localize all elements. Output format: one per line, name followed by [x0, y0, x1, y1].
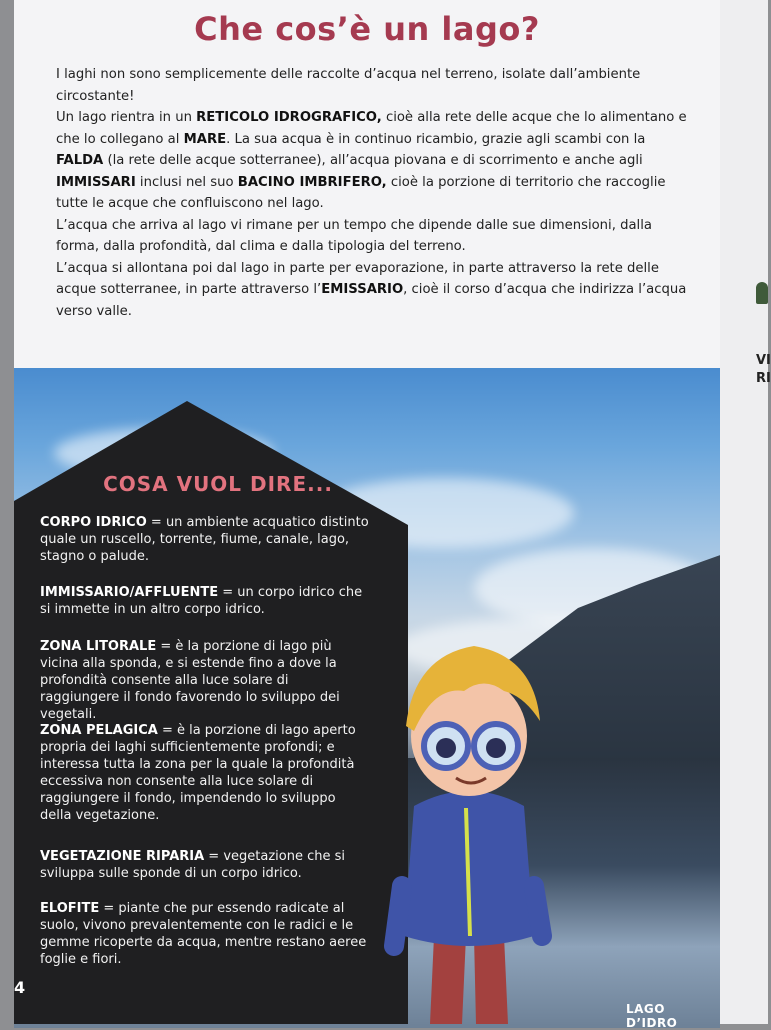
page-number: 4	[14, 978, 26, 997]
adjacent-page-text: VI	[756, 353, 771, 368]
definition-item: CORPO IDRICO = un ambiente acquatico distinto quale un ruscello, torrente, fiume, canale, lago, stagno o palude.	[40, 515, 369, 564]
footer-label: LAGO D’IDRO	[626, 1002, 678, 1030]
definition-item: ELOFITE = piante che pur essendo radicate al suolo, vivono prevalentemente con le radici e le gemme ricoperte da acqua, mentre restano aeree foglie e fiori.	[40, 901, 367, 967]
intro-paragraph-2: Un lago rientra in un RETICOLO IDROGRAFICO, cioè alla rete delle acque che lo alimentano e che lo collegano al MARE. La sua acqua è in continuo ricambio, grazie agli scambi con la FALDA (la rete delle acque sotterranee), all’acqua piovana e di scorrimento e anche agli IMMISSARI inclusi nel suo BACINO IMBRIFERO, cioè la porzione di territorio che raccoglie tutte le acque che confluiscono nel lago.	[56, 110, 687, 211]
definition-item: IMMISSARIO/AFFLUENTE = un corpo idrico che si immette in un altro corpo idrico.	[40, 585, 363, 617]
intro-paragraph-4: L’acqua si allontana poi dal lago in parte per evaporazione, in parte attraverso la rete delle acque sotterranee, in parte attraverso l’EMISSARIO, cioè il corso d’acqua che indirizza l’acqua verso valle.	[56, 260, 687, 319]
definition-item: ZONA PELAGICA = è la porzione di lago aperto propria dei laghi sufficientemente profondi; e interessa tutta la zona per la quale la profondità eccessiva non consente alla luce solare di raggiungere il fondo, impendendo lo sviluppo della vegetazione.	[40, 723, 356, 823]
intro-paragraph-1: I laghi non sono semplicemente delle raccolte d’acqua nel terreno, isolate dall’ambiente circostante!	[56, 67, 641, 104]
definition-item: VEGETAZIONE RIPARIA = vegetazione che si sviluppa sulle sponde di un corpo idrico.	[40, 849, 345, 881]
adjacent-page-text: RI	[756, 371, 771, 386]
intro-text	[56, 64, 688, 322]
book-page	[14, 0, 720, 1030]
intro-paragraph-3: L’acqua che arriva al lago vi rimane per un tempo che dipende dalle sue dimensioni, dalla forma, dalla profondità, dal clima e dalla tipologia del terreno.	[56, 217, 652, 254]
child-mascot-illustration	[384, 636, 554, 1024]
adjacent-page	[720, 0, 771, 1024]
tree-icon	[756, 282, 768, 304]
page-title: Che cos’è un lago?	[194, 10, 540, 48]
definition-item: ZONA LITORALE = è la porzione di lago più vicina alla sponda, e si estende fino a dove la profondità consente alla luce solare di raggiungere il fondo favorendo lo sviluppo dei vegetali.	[40, 639, 340, 722]
definitions-title: COSA VUOL DIRE...	[103, 472, 333, 496]
